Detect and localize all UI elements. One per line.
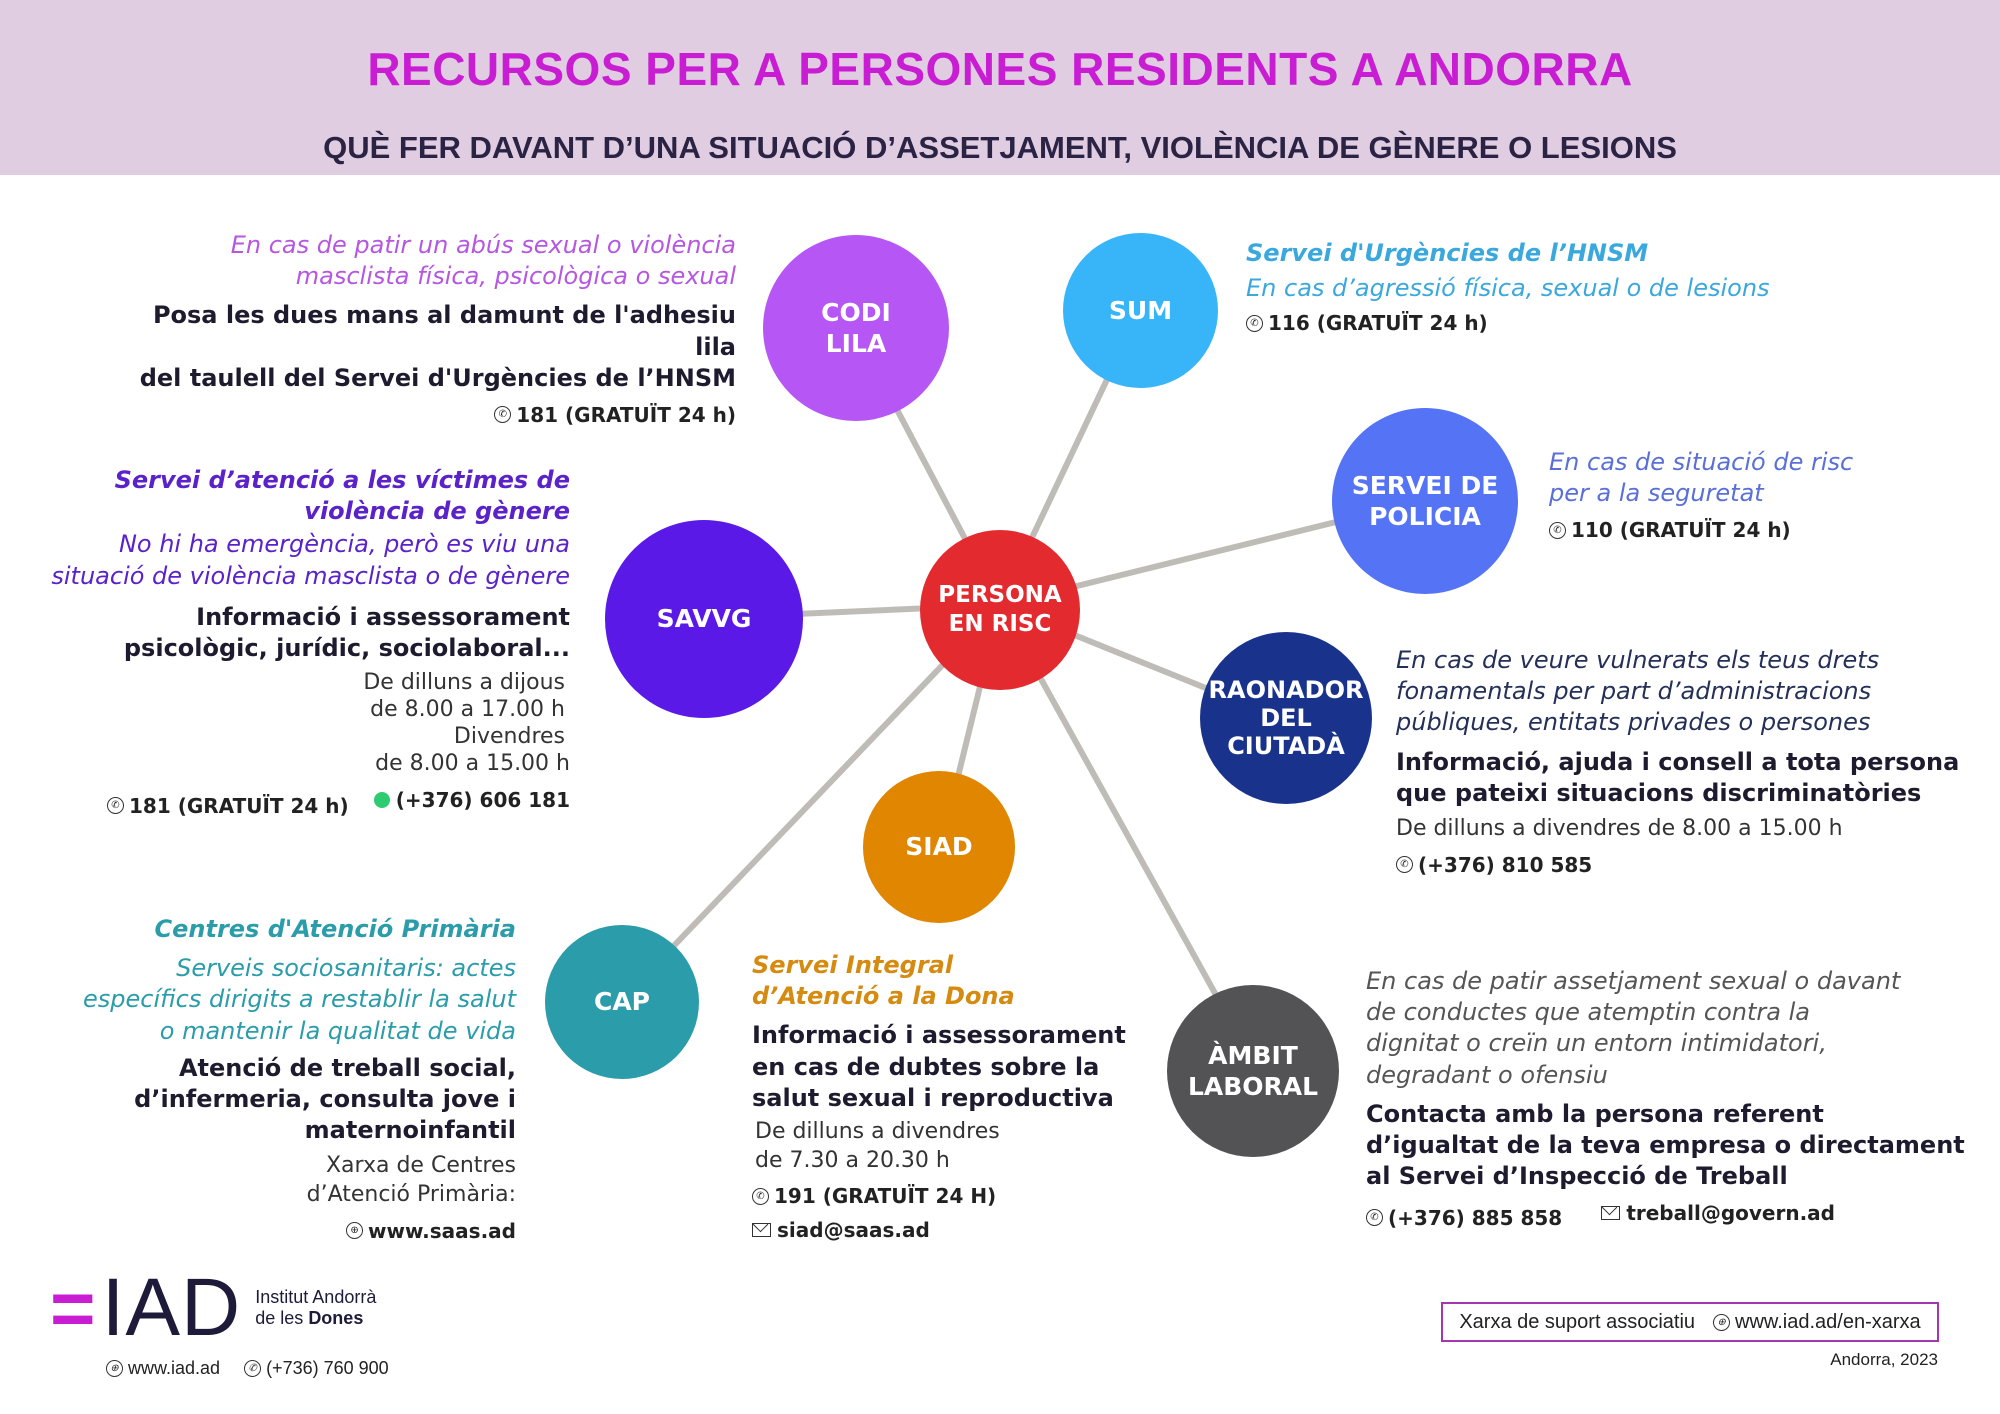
ambit-laboral-info	[1366, 966, 1986, 1231]
savvg-hours-1: De dilluns a dijous	[363, 670, 565, 696]
ambit-situation-4: degradant o ofensiu	[1366, 1060, 1608, 1089]
policia-situation-2: per a la seguretat	[1549, 479, 1764, 508]
savvg-action-1: Informació i assessorament	[196, 602, 570, 631]
ambit-action-1: Contacta amb la persona referent	[1366, 1099, 1824, 1128]
siad-name-2: d’Atenció a la Dona	[752, 982, 1015, 1011]
savvg-phone[interactable]	[107, 793, 349, 819]
phone-icon: ✆	[1549, 522, 1566, 539]
mail-icon	[1601, 1206, 1620, 1220]
cap-action-2: d’infermeria, consulta jove i	[134, 1084, 516, 1113]
savvg-situation-1: No hi ha emergència, però es viu una	[118, 530, 570, 559]
codi-lila-situation-2: masclista física, psicològica o sexual	[295, 262, 736, 291]
node-ambit-line-1: ÀMBIT	[1208, 1040, 1298, 1070]
siad-action-1: Informació i assessorament	[752, 1021, 1126, 1050]
node-ambit-line-2: LABORAL	[1187, 1072, 1319, 1101]
raonador-action-2: que pateixi situacions discriminatòries	[1396, 778, 1922, 807]
whatsapp-icon	[374, 792, 390, 808]
node-siad-label: SIAD	[905, 832, 973, 862]
ambit-action-3: al Servei d’Inspecció de Treball	[1366, 1162, 1788, 1191]
node-servei-de-policia	[1332, 408, 1518, 594]
iad-org-line-1: Institut Andorrà	[255, 1287, 377, 1308]
node-policia-line-1: SERVEI DE	[1351, 470, 1499, 500]
savvg-hours-3: Divendres	[453, 723, 565, 749]
siad-info	[752, 950, 1152, 1243]
ambit-email-text: treball@govern.ad	[1626, 1201, 1835, 1226]
node-cap-label: CAP	[593, 987, 651, 1017]
ambit-situation-2: de conductes que atemptin contra la	[1366, 998, 1810, 1027]
raonador-phone[interactable]	[1396, 852, 1592, 878]
siad-action-3: salut sexual i reproductiva	[752, 1083, 1114, 1112]
mail-icon	[752, 1223, 771, 1237]
support-network-web: www.iad.ad/en-xarxa	[1735, 1310, 1921, 1333]
raonador-info	[1396, 645, 1986, 878]
phone-icon: ✆	[1246, 315, 1263, 332]
iad-web-link[interactable]	[106, 1358, 220, 1379]
phone-icon: ✆	[1366, 1209, 1383, 1226]
cap-web-link[interactable]	[346, 1218, 516, 1244]
node-raonador-line-2: DEL	[1260, 703, 1312, 732]
sum-situation: En cas d’agressió física, sexual o de lesions	[1246, 274, 1770, 303]
node-ambit-laboral	[1167, 985, 1339, 1157]
savvg-hours-4: de 8.00 a 15.00 h	[375, 750, 570, 776]
center-line-2: EN RISC	[948, 611, 1052, 637]
iad-org-line-2-bold: Dones	[308, 1308, 364, 1328]
node-cap	[545, 925, 699, 1079]
savvg-hours-2: de 8.00 a 17.00 h	[370, 696, 565, 722]
savvg-name-2: violència de gènere	[304, 497, 570, 526]
cap-name: Centres d'Atenció Primària	[154, 915, 516, 943]
phone-icon: ✆	[494, 406, 511, 423]
iad-web-text: www.iad.ad	[128, 1358, 221, 1378]
policia-info	[1549, 447, 1969, 543]
cap-situation-2: específics dirigits a restablir la salut	[82, 985, 516, 1014]
codi-lila-action-2: del taulell del Servei d'Urgències de l’HNSM	[139, 363, 736, 392]
node-siad	[863, 771, 1015, 923]
raonador-situation-2: fonamentals per part d’administracions	[1396, 677, 1872, 706]
ambit-situation-3: dignitat o creïn un entorn intimidatori,	[1366, 1029, 1827, 1058]
support-network-label: Xarxa de suport associatiu	[1459, 1310, 1696, 1333]
node-codi-lila-line-1: CODI	[821, 297, 891, 327]
iad-logo	[50, 1262, 377, 1353]
siad-phone-text: 191 (GRATUÏT 24 H)	[774, 1184, 997, 1209]
node-raonador-line-1: RAONADOR	[1208, 675, 1364, 704]
globe-icon: ⊕	[1713, 1314, 1730, 1331]
phone-icon: ✆	[244, 1360, 261, 1377]
center-node-persona-en-risc	[920, 530, 1080, 690]
iad-org-line-2-prefix: de les	[255, 1308, 309, 1328]
siad-name-1: Servei Integral	[752, 951, 954, 979]
ambit-action-2: d’igualtat de la teva empresa o directament	[1366, 1130, 1965, 1159]
sum-service-name: Servei d'Urgències de l’HNSM	[1246, 239, 1649, 267]
iad-contact	[106, 1358, 389, 1379]
phone-icon: ✆	[1396, 856, 1413, 873]
support-network-box[interactable]	[1441, 1302, 1939, 1342]
codi-lila-action-1: Posa les dues mans al damunt de l'adhesiu lila	[152, 301, 736, 361]
node-codi-lila	[763, 235, 949, 421]
codi-lila-info	[116, 230, 736, 428]
policia-situation-1: En cas de situació de risc	[1549, 448, 1854, 476]
cap-situation-1: Serveis sociosanitaris: actes	[176, 954, 516, 983]
page-subtitle: QUÈ FER DAVANT D’UNA SITUACIÓ D’ASSETJAMENT, VIOLÈNCIA DE GÈNERE O LESIONS	[323, 130, 1677, 165]
savvg-situation-2: situació de violència masclista o de gènere	[51, 561, 570, 590]
node-sum	[1063, 233, 1218, 388]
savvg-whatsapp[interactable]	[374, 787, 570, 813]
iad-logo-text: IAD	[101, 1262, 242, 1353]
iad-phone[interactable]	[244, 1358, 389, 1379]
codi-lila-phone-text: 181 (GRATUÏT 24 h)	[516, 402, 736, 427]
savvg-whatsapp-text: (+376) 606 181	[395, 788, 570, 813]
phone-icon: ✆	[752, 1188, 769, 1205]
phone-icon: ✆	[107, 797, 124, 814]
node-savvg-label: SAVVG	[656, 604, 752, 634]
sum-phone-text: 116 (GRATUÏT 24 h)	[1268, 311, 1488, 336]
policia-phone-text: 110 (GRATUÏT 24 h)	[1571, 518, 1791, 543]
siad-phone[interactable]	[752, 1183, 996, 1209]
siad-email[interactable]	[752, 1217, 930, 1243]
siad-hours-2: de 7.30 a 20.30 h	[755, 1147, 950, 1173]
raonador-hours: De dilluns a divendres de 8.00 a 15.00 h	[1396, 815, 1843, 841]
sum-phone[interactable]	[1246, 310, 1488, 336]
savvg-phone-text: 181 (GRATUÏT 24 h)	[128, 793, 349, 818]
ambit-email[interactable]	[1601, 1200, 1835, 1226]
node-savvg	[605, 520, 803, 718]
siad-email-text: siad@saas.ad	[777, 1218, 930, 1243]
cap-info	[16, 914, 516, 1244]
ambit-situation-1: En cas de patir assetjament sexual o davant	[1366, 967, 1901, 995]
siad-action-2: en cas de dubtes sobre la	[752, 1052, 1100, 1081]
cap-web-text: www.saas.ad	[368, 1218, 516, 1243]
iad-logo-mark: =	[50, 1264, 96, 1352]
raonador-situation-3: públiques, entitats privades o persones	[1396, 708, 1871, 737]
ambit-phone[interactable]	[1366, 1205, 1562, 1231]
savvg-info	[10, 465, 570, 819]
savvg-name-1: Servei d’atenció a les víctimes de	[114, 466, 570, 494]
cap-network-2: d’Atenció Primària:	[306, 1181, 516, 1207]
policia-phone[interactable]	[1549, 517, 1791, 543]
cap-action-1: Atenció de treball social,	[178, 1053, 516, 1082]
node-policia-line-2: POLICIA	[1369, 502, 1481, 531]
savvg-action-2: psicològic, jurídic, sociolaboral...	[123, 633, 570, 662]
siad-hours-1: De dilluns a divendres	[755, 1118, 1000, 1144]
center-line-1: PERSONA	[938, 582, 1062, 609]
raonador-action-1: Informació, ajuda i consell a tota persona	[1396, 747, 1960, 776]
iad-phone-text: (+736) 760 900	[266, 1358, 389, 1378]
place-date: Andorra, 2023	[1830, 1350, 1938, 1369]
globe-icon: ⊕	[106, 1360, 123, 1377]
cap-situation-3: o mantenir la qualitat de vida	[159, 1016, 516, 1045]
codi-lila-phone[interactable]	[494, 402, 736, 428]
node-sum-label: SUM	[1108, 295, 1173, 325]
raonador-situation-1: En cas de veure vulnerats els teus drets	[1396, 646, 1880, 674]
cap-action-3: maternoinfantil	[304, 1116, 516, 1145]
cap-network-1: Xarxa de Centres	[325, 1153, 516, 1179]
node-raonador-del-ciutada	[1200, 632, 1372, 804]
ambit-phone-text: (+376) 885 858	[1388, 1205, 1563, 1230]
codi-lila-situation-1: En cas de patir un abús sexual o violència	[230, 231, 736, 259]
globe-icon: ⊕	[346, 1222, 363, 1239]
node-raonador-line-3: CIUTADÀ	[1227, 732, 1345, 761]
support-network-link[interactable]	[1713, 1311, 1921, 1334]
page-title: RECURSOS PER A PERSONES RESIDENTS A ANDORRA	[367, 43, 1633, 95]
node-codi-lila-line-2: LILA	[825, 329, 887, 358]
raonador-phone-text: (+376) 810 585	[1418, 852, 1593, 877]
sum-info	[1246, 238, 1966, 336]
